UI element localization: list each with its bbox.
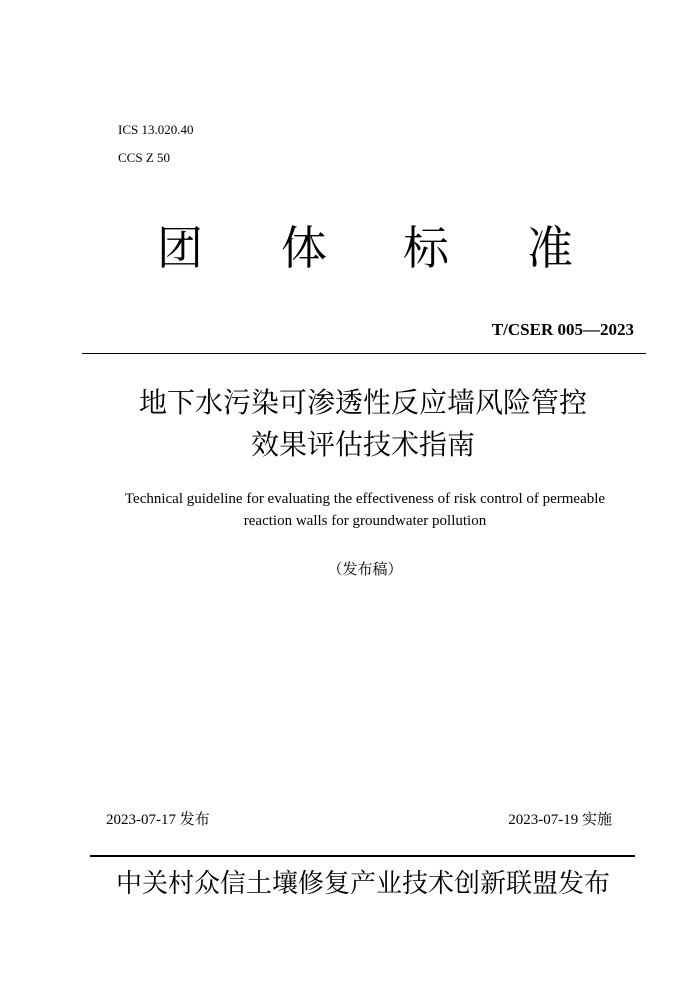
chinese-title-line-2: 效果评估技术指南	[250, 428, 475, 461]
title-char: 标	[403, 221, 449, 275]
chinese-title	[13, 382, 700, 466]
publisher: 中关村众信土壤修复产业技术创新联盟发布	[115, 869, 610, 899]
ics-code: ICS 13.020.40	[118, 122, 194, 137]
top-divider	[82, 353, 646, 354]
title-char: 体	[281, 221, 327, 275]
ccs-code: CCS Z 50	[118, 150, 171, 165]
standard-code: T/CSER 005—2023	[491, 320, 634, 339]
title-char: 准	[527, 221, 573, 275]
english-title-line-1: Technical guideline for evaluating the effectiveness of risk control of permeable	[124, 491, 606, 507]
title-char: 团	[157, 221, 203, 275]
chinese-title-line-1: 地下水污染可渗透性反应墙风险管控	[138, 386, 587, 419]
english-title	[15, 488, 700, 532]
bottom-divider	[90, 855, 635, 857]
implementation-date: 2023-07-19 实施	[508, 812, 612, 828]
english-title-line-2: reaction walls for groundwater pollution	[243, 513, 487, 529]
document-type-title	[0, 218, 700, 278]
draft-stage: （发布稿）	[327, 562, 403, 578]
issue-date: 2023-07-17 发布	[106, 812, 210, 828]
